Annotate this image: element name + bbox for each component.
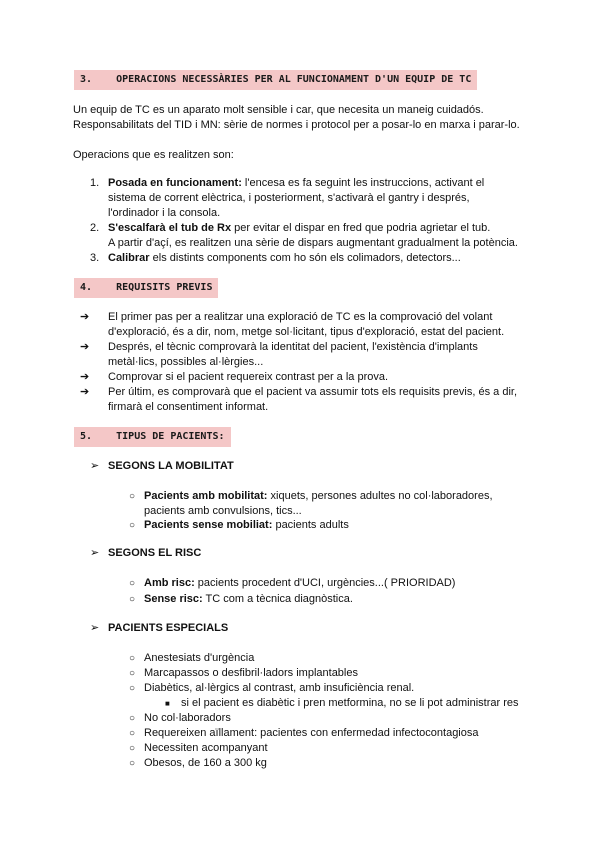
risc-item-2-rest: TC com a tècnica diagnòstica.	[202, 593, 353, 605]
requisit-4-line-1: Per últim, es comprovarà que el pacient va assumir tots els requisits previs, és a dir,	[108, 386, 518, 398]
risc-heading: SEGONS EL RISC	[108, 547, 202, 559]
intro-line-1: Un equip de TC es un aparato molt sensible i car, que necesita un maneig cuidadós.	[73, 104, 484, 116]
requisit-2-line-1: Després, el tècnic comprovarà la identitat del pacient, l'existència d'implants	[108, 341, 478, 353]
arrow-bullet-icon: ➔	[80, 371, 90, 383]
arrow-bullet-icon: ➔	[80, 341, 90, 353]
circle-bullet-icon: ○	[129, 653, 136, 664]
section-4-number: 4.	[80, 282, 93, 293]
triangle-bullet-icon: ➢	[90, 547, 100, 559]
ops-intro: Operacions que es realitzen son:	[73, 149, 234, 161]
op-2-rest: per evitar el dispar en fred que podria agrietar el tub.	[231, 222, 491, 234]
section-4-title: REQUISITS PREVIS	[116, 282, 213, 293]
especials-heading: PACIENTS ESPECIALS	[108, 622, 229, 634]
op-1-cont-2: l'ordinador i la consola.	[108, 207, 221, 219]
mobilitat-item-2-rest: pacients adults	[272, 519, 349, 531]
op-3-line	[108, 251, 461, 266]
square-bullet-icon: ■	[165, 699, 170, 708]
risc-item-2	[144, 592, 353, 607]
requisit-1-line-1: El primer pas per a realitzar una exploració de TC es la comprovació del volant	[108, 311, 493, 323]
mobilitat-item-1-rest: xiquets, persones adultes no col·laboradores,	[267, 490, 493, 502]
risc-item-2-bold: Sense risc:	[144, 593, 203, 605]
especial-item-7: Obesos, de 160 a 300 kg	[144, 757, 267, 769]
mobilitat-item-2-bold: Pacients sense mobiliat:	[144, 519, 273, 531]
op-2-line	[108, 221, 490, 236]
especial-item-2: Marcapassos o desfibril·ladors implantables	[144, 667, 358, 679]
section-3-number: 3.	[80, 74, 93, 85]
section-4-heading	[74, 278, 218, 298]
especial-sub-item: si el pacient es diabètic i pren metformina, no se li pot administrar res	[181, 697, 519, 709]
arrow-bullet-icon: ➔	[80, 386, 90, 398]
op-3-rest: els distints components com ho són els colimadors, detectors...	[149, 252, 461, 264]
risc-item-1-bold: Amb risc:	[144, 577, 195, 589]
op-1-number: 1.	[90, 177, 100, 189]
mobilitat-item-1-cont: pacients amb convulsions, tics...	[144, 505, 302, 517]
mobilitat-item-2	[144, 518, 349, 533]
circle-bullet-icon: ○	[129, 758, 136, 769]
requisit-3-line-1: Comprovar si el pacient requereix contrast per a la prova.	[108, 371, 389, 383]
mobilitat-item-1	[144, 489, 493, 504]
section-5-title: TIPUS DE PACIENTS:	[116, 431, 225, 442]
op-3-number: 3.	[90, 252, 100, 264]
especial-item-1: Anestesiats d'urgència	[144, 652, 255, 664]
section-5-number: 5.	[80, 431, 93, 442]
circle-bullet-icon: ○	[129, 594, 136, 605]
section-3-heading	[74, 70, 477, 90]
mobilitat-heading: SEGONS LA MOBILITAT	[108, 460, 234, 472]
especial-item-4: No col·laboradors	[144, 712, 231, 724]
circle-bullet-icon: ○	[129, 743, 136, 754]
op-3-bold: Calibrar	[108, 252, 150, 264]
op-1-bold: Posada en funcionament:	[108, 177, 242, 189]
requisit-4-line-2: firmarà el consentiment informat.	[108, 401, 269, 413]
op-2-cont-1: A partir d'açí, es realitzen una sèrie de dispars augmentant gradualment la potència.	[108, 237, 518, 249]
circle-bullet-icon: ○	[129, 713, 136, 724]
op-2-number: 2.	[90, 222, 100, 234]
risc-item-1-rest: pacients procedent d'UCI, urgències...( PRIORIDAD)	[194, 577, 456, 589]
especial-item-5: Requereixen aïllament: pacientes con enfermedad infectocontagiosa	[144, 727, 479, 739]
especial-item-6: Necessiten acompanyant	[144, 742, 268, 754]
op-1-cont-1: sistema de corrent elèctrica, i posteriorment, s'activarà el gantry i després,	[108, 192, 470, 204]
requisit-1-line-2: d'exploració, és a dir, nom, metge sol·licitant, tipus d'exploració, estat del pacient.	[108, 326, 505, 338]
op-1-line	[108, 176, 484, 191]
requisit-2-line-2: metàl·lics, possibles al·lèrgies...	[108, 356, 264, 368]
op-1-rest: l'encesa es fa seguint les instruccions, activant el	[241, 177, 485, 189]
circle-bullet-icon: ○	[129, 728, 136, 739]
arrow-bullet-icon: ➔	[80, 311, 90, 323]
circle-bullet-icon: ○	[129, 668, 136, 679]
triangle-bullet-icon: ➢	[90, 460, 100, 472]
especial-item-3: Diabètics, al·lèrgics al contrast, amb insuficiència renal.	[144, 682, 415, 694]
circle-bullet-icon: ○	[129, 491, 136, 502]
risc-item-1	[144, 576, 455, 591]
circle-bullet-icon: ○	[129, 520, 136, 531]
intro-line-2: Responsabilitats del TID i MN: sèrie de normes i protocol per a posar-lo en marxa i parar-lo.	[73, 119, 520, 131]
section-3-title: OPERACIONS NECESSÀRIES PER AL FUNCIONAMENT D'UN EQUIP DE TC	[116, 74, 472, 85]
mobilitat-item-1-bold: Pacients amb mobilitat:	[144, 490, 268, 502]
triangle-bullet-icon: ➢	[90, 622, 100, 634]
section-5-heading	[74, 427, 231, 447]
circle-bullet-icon: ○	[129, 683, 136, 694]
op-2-bold: S'escalfarà el tub de Rx	[108, 222, 232, 234]
circle-bullet-icon: ○	[129, 578, 136, 589]
